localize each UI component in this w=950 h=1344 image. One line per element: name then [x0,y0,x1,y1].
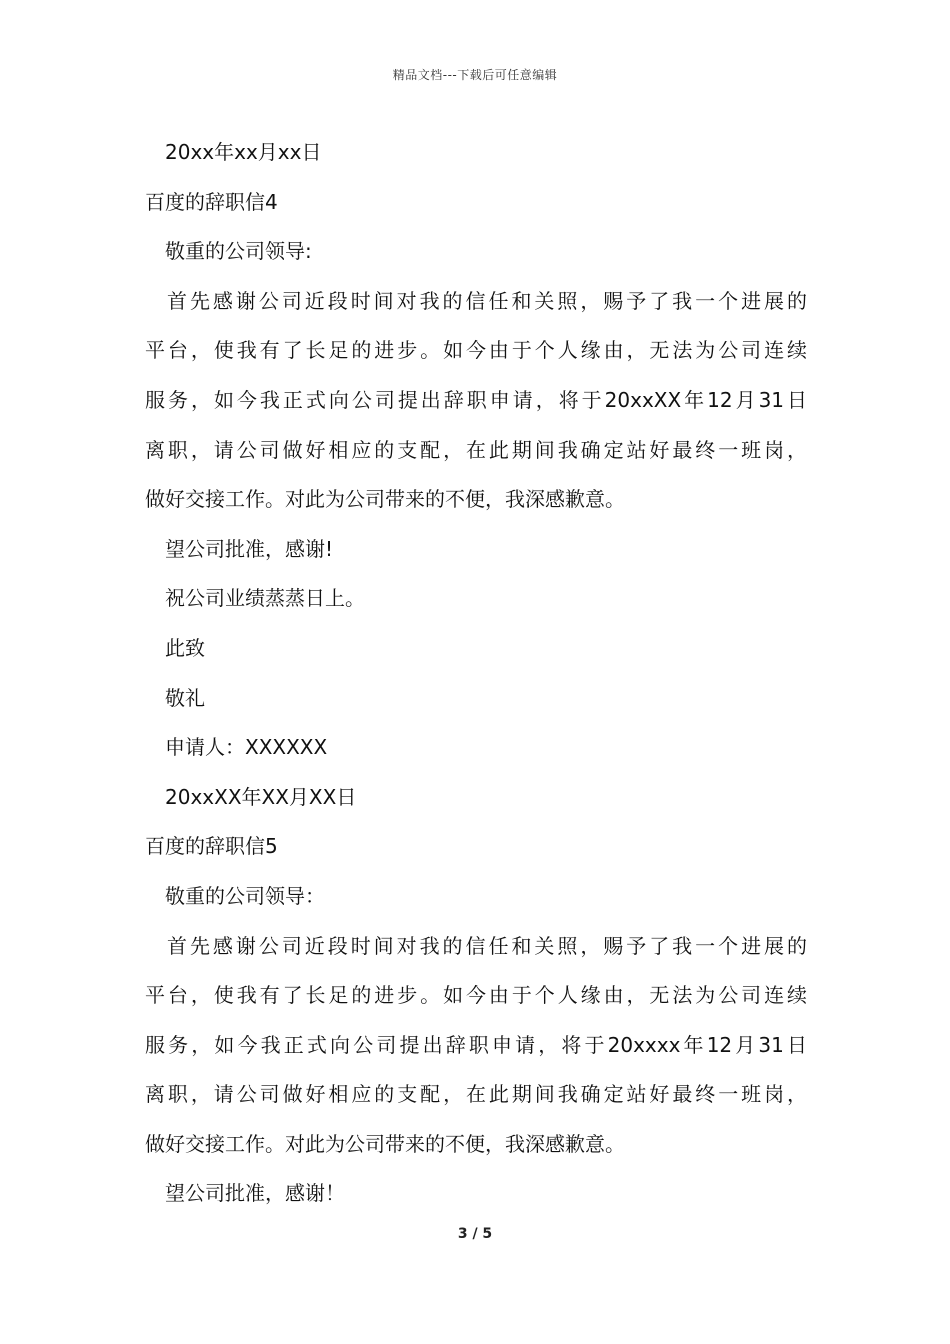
paragraph-line: 首先感谢公司近段时间对我的信任和关照，赐予了我一个进展的 [167,288,807,313]
salutation: 敬重的公司领导: [165,239,312,264]
section-heading: 百度的辞职信4 [145,189,278,214]
date-line: 20xx年xx月xx日 [165,140,322,164]
paragraph-line: 做好交接工作。对此为公司带来的不便，我深感歉意。 [145,1131,625,1156]
salutation: 敬重的公司领导： [165,883,325,908]
closing-line: 祝公司业绩蒸蒸日上。 [165,586,365,611]
closing-line: 望公司批准，感谢！ [165,1181,345,1206]
closing-line: 此致 [165,635,205,660]
paragraph-line: 平台，使我有了长足的进步。如今由于个人缘由，无法为公司连续 [145,983,807,1008]
closing-line: 望公司批准，感谢! [165,536,334,561]
page-header: 精品文档---下载后可任意编辑 [392,68,558,82]
signature-line: 申请人：XXXXXX [165,735,328,760]
document-body [145,128,807,1219]
closing-line: 敬礼 [165,685,205,710]
paragraph-line: 首先感谢公司近段时间对我的信任和关照，赐予了我一个进展的 [167,933,807,958]
paragraph-line: 离职，请公司做好相应的支配，在此期间我确定站好最终一班岗， [145,437,807,462]
paragraph-line: 服务，如今我正式向公司提出辞职申请，将于20xxXX年12月31日 [145,387,807,412]
paragraph-line: 做好交接工作。对此为公司带来的不便，我深感歉意。 [145,487,625,512]
page-number: 3 / 5 [457,1226,493,1242]
section-heading: 百度的辞职信5 [145,834,278,859]
paragraph-line: 平台，使我有了长足的进步。如今由于个人缘由，无法为公司连续 [145,338,807,363]
paragraph-line: 离职，请公司做好相应的支配，在此期间我确定站好最终一班岗， [145,1082,807,1107]
paragraph-line: 服务，如今我正式向公司提出辞职申请，将于20xxxx年12月31日 [145,1032,807,1057]
date-line: 20xxXX年XX月XX日 [165,784,357,809]
